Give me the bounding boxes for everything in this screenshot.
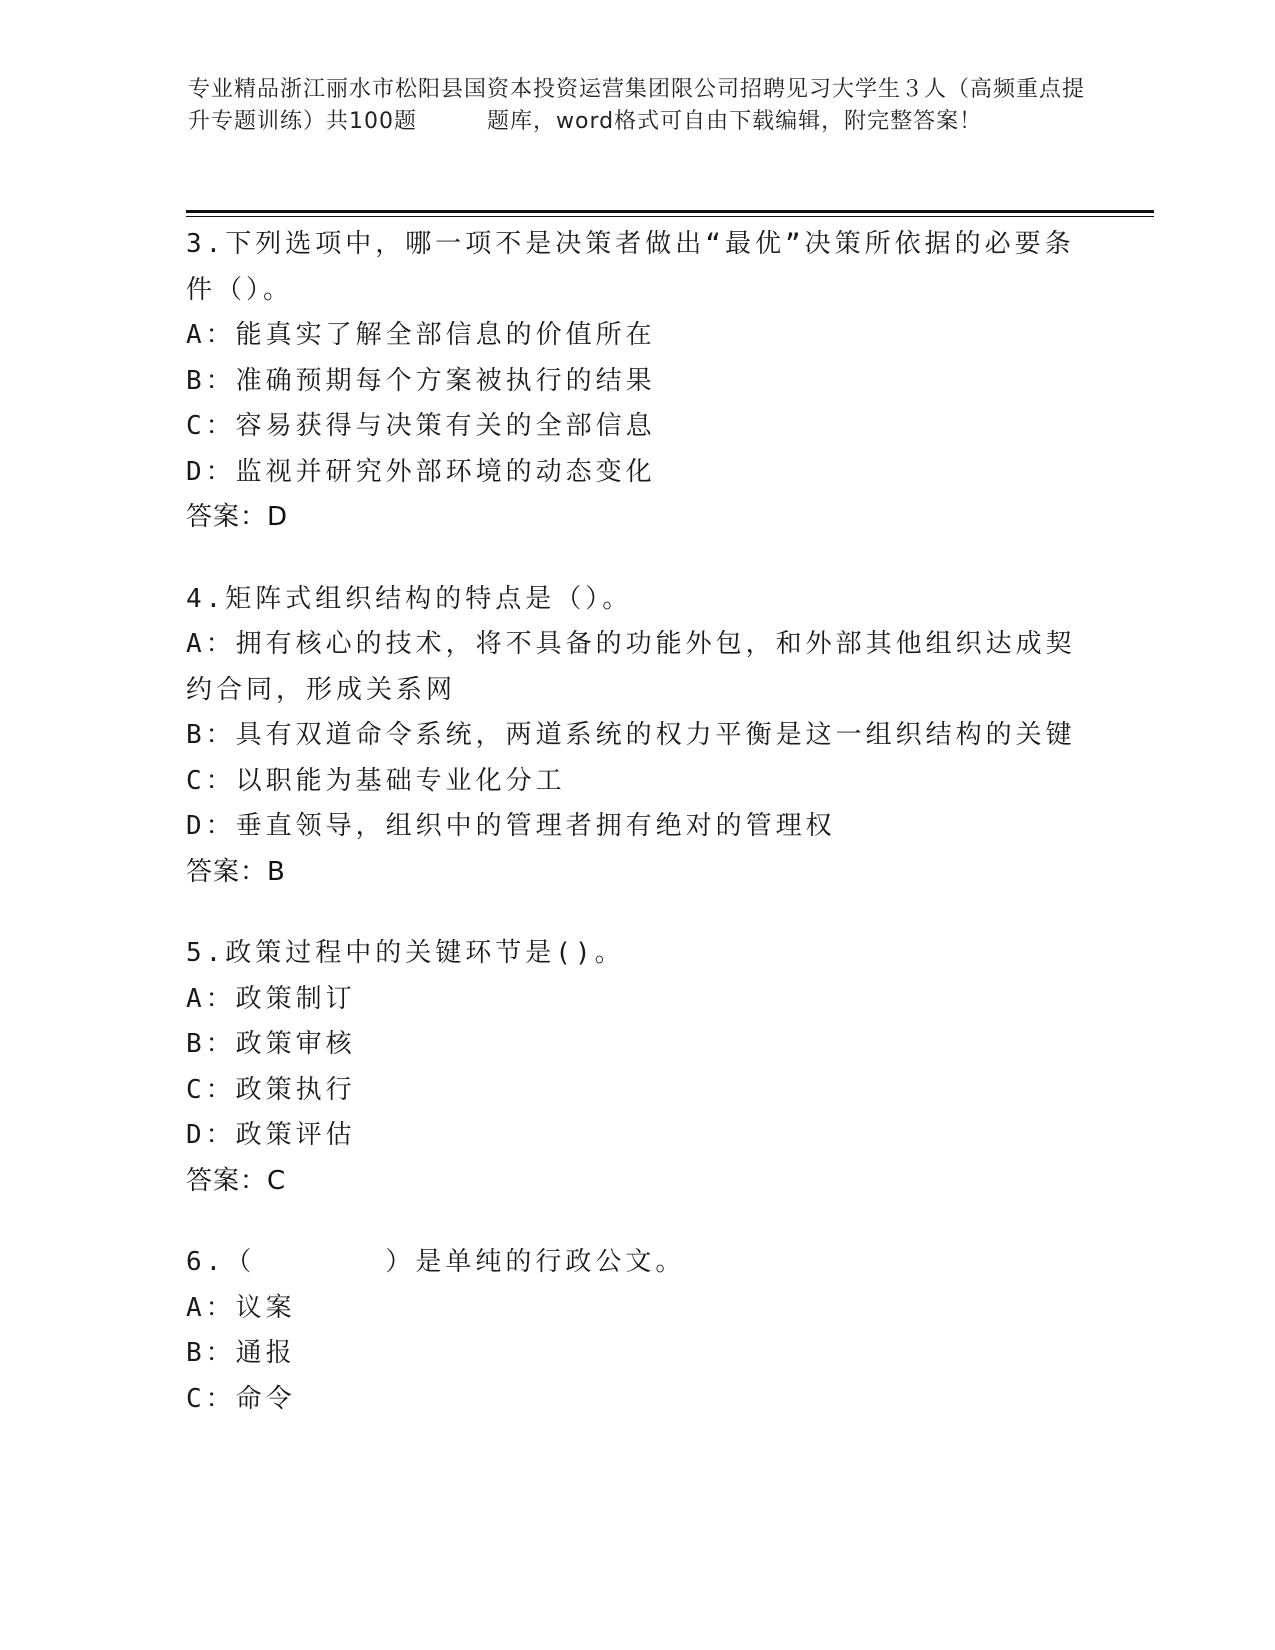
- option-b: B：具有双道命令系统，两道系统的权力平衡是这一组织结构的关键: [186, 720, 1076, 750]
- question-stem: 5.政策过程中的关键环节是()。: [186, 938, 625, 968]
- option-c: C：政策执行: [186, 1074, 356, 1105]
- option-a: A：政策制订: [186, 983, 356, 1014]
- option-b: B：准确预期每个方案被执行的结果: [186, 365, 656, 396]
- document-header: [188, 74, 1088, 138]
- option-c: C：命令: [186, 1383, 296, 1414]
- question-list: [186, 222, 1086, 1458]
- option-b: B：政策审核: [186, 1029, 356, 1059]
- stem-suffix: ）是单纯的行政公文。: [385, 1247, 686, 1277]
- option-c: C：容易获得与决策有关的全部信息: [186, 411, 656, 441]
- header-subtitle: 题库，word格式可自由下载编辑，附完整答案！: [487, 109, 983, 134]
- option-a: A：议案: [186, 1292, 296, 1323]
- option-b: B：通报: [186, 1338, 296, 1368]
- option-d: D：垂直领导，组织中的管理者拥有绝对的管理权: [186, 811, 836, 841]
- option-a: A：能真实了解全部信息的价值所在: [186, 320, 656, 350]
- option-d: D：监视并研究外部环境的动态变化: [186, 456, 656, 487]
- question-5: [186, 931, 1086, 1204]
- question-3: [186, 222, 1086, 541]
- answer: 答案：C: [186, 1165, 287, 1196]
- header-rule-thick: [186, 210, 1154, 213]
- header-rule-thin: [186, 216, 1154, 217]
- question-stem: 4.矩阵式组织结构的特点是（）。: [186, 583, 633, 614]
- option-c: C：以职能为基础专业化分工: [186, 765, 566, 796]
- question-4: [186, 577, 1086, 896]
- question-stem: 3.下列选项中，哪一项不是决策者做出“最优”决策所依据的必要条件（）。: [186, 229, 1075, 305]
- option-a: A：拥有核心的技术，将不具备的功能外包，和外部其他组织达成契约合同，形成关系网: [186, 629, 1076, 705]
- question-stem: [186, 1240, 1086, 1286]
- option-d: D：政策评估: [186, 1120, 356, 1150]
- question-6: [186, 1240, 1086, 1422]
- answer: 答案：B: [186, 856, 286, 887]
- answer: 答案：D: [186, 502, 289, 532]
- header-title: 专业精品浙江丽水市松阳县国资本投资运营集团限公司招聘见习大学生３人（高频重点提升专题训练）共100题: [188, 77, 1086, 134]
- stem-prefix: 6.（: [186, 1247, 256, 1277]
